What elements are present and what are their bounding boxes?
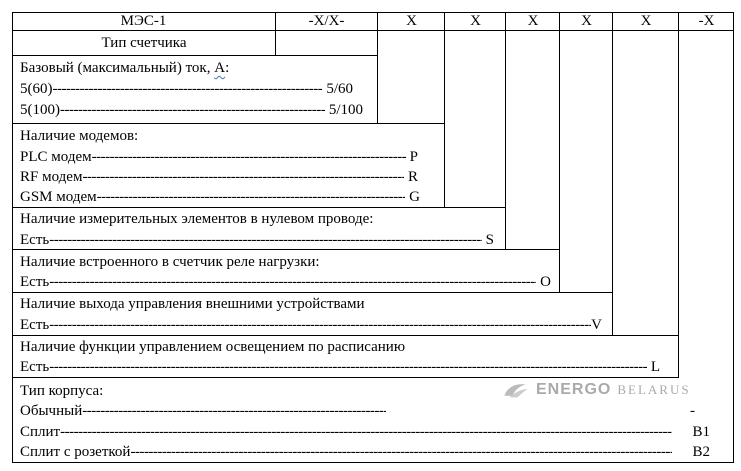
type-label: Тип счетчика [101, 34, 187, 51]
lighting-title: Наличие функции управлением освещением по расписанию [20, 339, 406, 355]
option-case-split-socket [20, 443, 710, 461]
dash-leader [82, 402, 386, 420]
header-col-7: -X [698, 13, 715, 29]
neutral-title: Наличие измерительных элементов в нулевом проводе: [20, 211, 374, 227]
option-relay [20, 273, 551, 291]
option-label: Сплит [20, 424, 61, 440]
option-label: 5(100) [20, 102, 60, 118]
option-case-split [20, 423, 710, 441]
option-output [20, 316, 602, 334]
header-col-5: X [581, 13, 592, 29]
option-label: Есть [20, 232, 50, 248]
option-code: P [409, 149, 418, 165]
option-label: 5(60) [20, 81, 53, 97]
option-code: G [409, 189, 420, 205]
dash-leader [60, 423, 672, 441]
option-code: O [540, 274, 551, 290]
case-title: Тип корпуса: [20, 383, 104, 399]
option-code: S [485, 232, 494, 248]
header-model: МЭС-1 [120, 13, 167, 29]
option-code: L [650, 359, 660, 375]
option-label: RF модем [20, 169, 83, 185]
option-code: 5/60 [326, 81, 353, 97]
divider [678, 12, 679, 378]
option-5-100 [20, 101, 363, 119]
dash-leader [49, 273, 536, 291]
header-col-1: -X/X- [308, 13, 345, 29]
option-rf [20, 168, 418, 186]
option-code: B1 [692, 424, 710, 440]
dash-leader [53, 80, 323, 98]
output-title: Наличие выхода управления внешними устройствами [20, 296, 365, 312]
dash-leader [49, 358, 647, 376]
option-code: R [407, 169, 418, 185]
modems-title: Наличие модемов: [20, 128, 139, 144]
dash-leader [130, 443, 672, 461]
logo-icon [500, 381, 530, 399]
option-code: - [690, 403, 696, 419]
header-col-3: X [470, 13, 481, 29]
option-code: B2 [692, 444, 710, 460]
option-code: V [591, 317, 602, 333]
current-title-text: Базовый (максимальный) ток, [20, 60, 215, 76]
option-code: 5/100 [328, 102, 363, 118]
current-title-end: : [225, 60, 230, 76]
option-lighting [20, 358, 660, 376]
header-col-2: X [406, 13, 417, 29]
dash-leader [49, 231, 481, 249]
watermark-line-2: BELARUS [617, 382, 691, 397]
dash-leader [82, 168, 404, 186]
option-5-60 [20, 80, 353, 98]
option-label: Сплит с розеткой [20, 444, 131, 460]
option-label: Есть [20, 317, 50, 333]
dash-leader [97, 188, 406, 206]
option-plc [20, 148, 418, 166]
divider [612, 12, 613, 336]
option-label: PLC модем [20, 149, 92, 165]
current-title [20, 59, 229, 77]
header-col-4: X [527, 13, 539, 29]
dash-leader [49, 316, 591, 334]
option-case-normal [20, 402, 695, 420]
option-gsm [20, 188, 420, 206]
current-title-unit: А [214, 60, 226, 76]
option-label: GSM модем [20, 189, 97, 205]
option-neutral [20, 231, 494, 249]
header-col-6: X [640, 13, 652, 29]
energo-belarus-watermark [500, 381, 691, 399]
option-label: Есть [20, 359, 50, 375]
option-label: Есть [20, 274, 50, 290]
watermark-line-1: ENERGO [536, 381, 612, 398]
dash-leader [60, 101, 325, 119]
relay-title: Наличие встроенного в счетчик реле нагрузки: [20, 254, 320, 270]
option-label: Обычный [20, 403, 83, 419]
dash-leader [92, 148, 406, 166]
